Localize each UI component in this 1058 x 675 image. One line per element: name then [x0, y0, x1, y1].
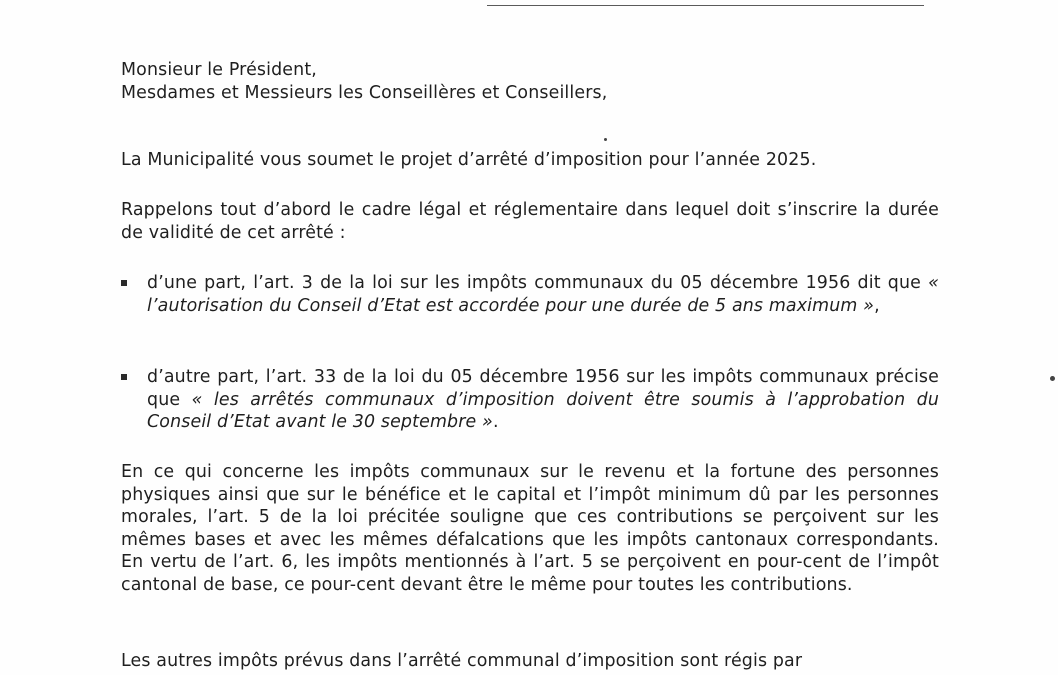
salutation-line-1: Monsieur le Président,	[121, 60, 317, 80]
header-rule	[487, 5, 924, 6]
bullet-icon	[121, 280, 127, 286]
salutation-line-2: Mesdames et Messieurs les Conseillères et Conseillers,	[121, 82, 608, 103]
bullet-tail: .	[492, 412, 499, 432]
bullet-list	[121, 272, 939, 317]
other-taxes-paragraph: Les autres impôts prévus dans l’arrêté communal d’imposition sont régis par	[121, 651, 803, 671]
list-item	[121, 272, 939, 317]
scan-speck	[1050, 376, 1055, 381]
taxes-paragraph: En ce qui concerne les impôts communaux sur le revenu et la fortune des personnes physiques ainsi que sur le bénéfice et le capital et l’impôt minimum dû par les personnes morales, l’art. 5 de la loi précitée souligne que ces contributions se perçoivent sur les mêmes bases et avec les mêmes défalcations que les impôts cantonaux correspondants. En vertu de l’art. 6, les impôts mentionnés à l’art. 5 se perçoivent en pour-cent de l’impôt cantonal de base, ce pour-cent devant être le même pour toutes les contributions.	[121, 462, 939, 595]
bullet-list	[121, 366, 939, 434]
salutation	[121, 59, 939, 104]
bullet-icon	[121, 374, 127, 380]
scan-speck	[604, 138, 607, 141]
bullet-lead: d’autre part, l’art. 33 de la loi du 05 décembre 1956 sur les impôts communaux précise que	[147, 367, 939, 410]
intro-paragraph: La Municipalité vous soumet le projet d’arrêté d’imposition pour l’année 2025.	[121, 150, 817, 170]
legal-frame-paragraph: Rappelons tout d’abord le cadre légal et réglementaire dans lequel doit s’inscrire la durée de validité de cet arrêté :	[121, 200, 939, 243]
bullet-quote: « les arrêtés communaux d’imposition doivent être soumis à l’approbation du Conseil d’Etat avant le 30 septembre »	[147, 389, 939, 432]
list-item	[121, 366, 939, 434]
bullet-lead: d’une part, l’art. 3 de la loi sur les impôts communaux du 05 décembre 1956 dit que	[147, 273, 929, 293]
bullet-quote: « l’autorisation du Conseil d’Etat est accordée pour une durée de 5 ans maximum »	[147, 273, 939, 316]
bullet-tail: ,	[874, 295, 880, 316]
